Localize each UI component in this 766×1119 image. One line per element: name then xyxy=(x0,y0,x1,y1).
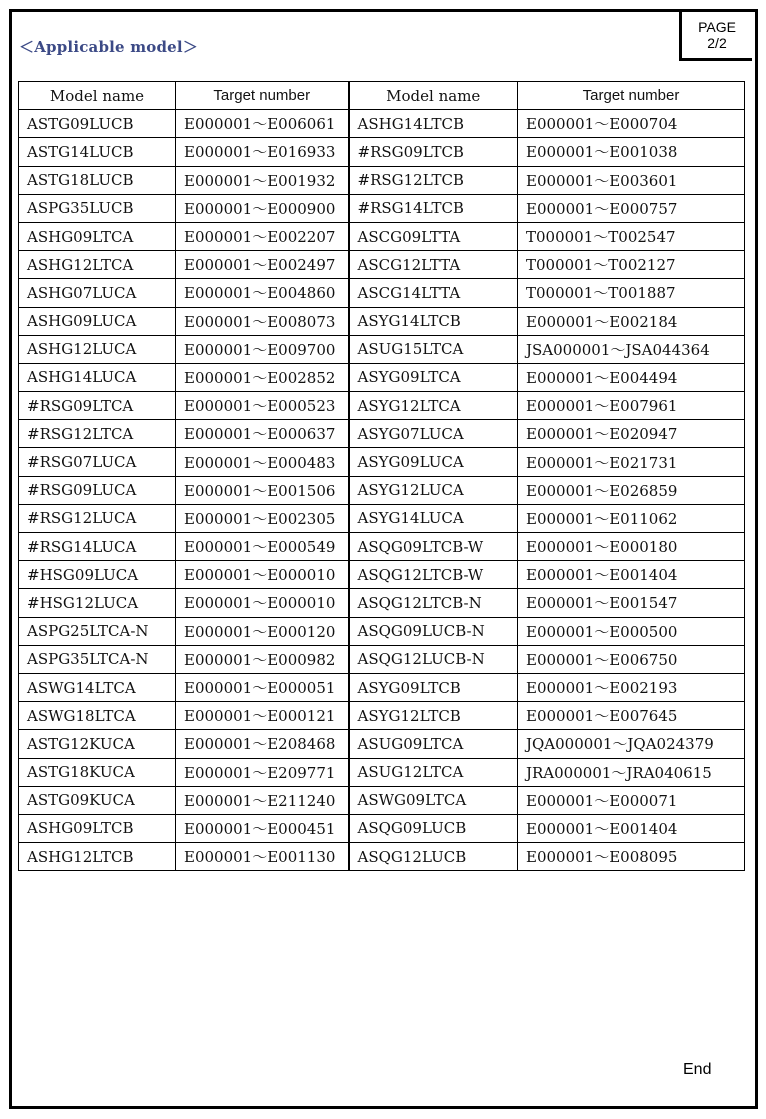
target-number-cell: E000001～E020947 xyxy=(518,420,745,448)
target-number-cell: E000001～E000121 xyxy=(176,702,349,730)
model-name-cell: ASHG14LTCB xyxy=(349,110,518,138)
table-row xyxy=(19,645,745,673)
target-number-cell: E000001～E209771 xyxy=(176,758,349,786)
model-name-cell: ASQG09LUCB xyxy=(349,814,518,842)
target-number-cell: E000001～E001932 xyxy=(176,166,349,194)
model-name-cell: ASQG12LTCB-N xyxy=(349,589,518,617)
target-number-cell: E000001～E000451 xyxy=(176,814,349,842)
model-name-cell: ASUG09LTCA xyxy=(349,730,518,758)
target-number-cell: E000001～E007961 xyxy=(518,392,745,420)
target-number-cell: E000001～E002207 xyxy=(176,222,349,250)
table-row xyxy=(19,758,745,786)
model-name-cell: ASCG14LTTA xyxy=(349,279,518,307)
table-row xyxy=(19,504,745,532)
model-name-cell: ASQG12LUCB-N xyxy=(349,645,518,673)
model-name-cell: ASHG09LTCA xyxy=(19,222,176,250)
target-number-cell: E000001～E008073 xyxy=(176,307,349,335)
applicable-model-table xyxy=(18,81,745,871)
model-name-cell: ASYG12LUCA xyxy=(349,476,518,504)
model-name-cell: ASYG09LTCA xyxy=(349,363,518,391)
page-number: 2/2 xyxy=(707,35,727,51)
model-name-cell: ASHG07LUCA xyxy=(19,279,176,307)
model-name-cell: ASPG35LTCA-N xyxy=(19,645,176,673)
target-number-cell: E000001～E000982 xyxy=(176,645,349,673)
target-number-cell: E000001～E000637 xyxy=(176,420,349,448)
page-label: PAGE xyxy=(698,19,736,35)
model-name-cell: ASYG09LUCA xyxy=(349,448,518,476)
model-name-cell: ASPG25LTCA-N xyxy=(19,617,176,645)
target-number-cell: E000001～E000523 xyxy=(176,392,349,420)
target-number-cell: E000001～E002852 xyxy=(176,363,349,391)
target-number-cell: E000001～E208468 xyxy=(176,730,349,758)
table-row xyxy=(19,730,745,758)
table-row xyxy=(19,335,745,363)
table-row xyxy=(19,392,745,420)
table-row xyxy=(19,476,745,504)
table-row xyxy=(19,279,745,307)
model-name-cell: ASYG14LTCB xyxy=(349,307,518,335)
target-number-cell: E000001～E006750 xyxy=(518,645,745,673)
target-number-cell: E000001～E000483 xyxy=(176,448,349,476)
target-number-cell: E000001～E000900 xyxy=(176,194,349,222)
table-row xyxy=(19,589,745,617)
target-number-cell: T000001～T002127 xyxy=(518,251,745,279)
target-number-cell: E000001～E011062 xyxy=(518,504,745,532)
model-name-cell: ASYG14LUCA xyxy=(349,504,518,532)
model-name-cell: ASHG12LTCA xyxy=(19,251,176,279)
target-number-cell: E000001～E001038 xyxy=(518,138,745,166)
table-row xyxy=(19,420,745,448)
target-number-cell: E000001～E000180 xyxy=(518,533,745,561)
model-name-cell: ASTG12KUCA xyxy=(19,730,176,758)
target-number-cell: E000001～E002497 xyxy=(176,251,349,279)
target-number-cell: E000001～E000757 xyxy=(518,194,745,222)
table-row xyxy=(19,448,745,476)
target-number-cell: E000001～E001130 xyxy=(176,843,349,871)
model-name-cell: ASUG12LTCA xyxy=(349,758,518,786)
model-name-cell: ASQG12LTCB-W xyxy=(349,561,518,589)
model-name-cell: ASCG09LTTA xyxy=(349,222,518,250)
model-name-cell: ASTG09KUCA xyxy=(19,786,176,814)
page-number-box xyxy=(679,9,752,61)
target-number-cell: E000001～E000071 xyxy=(518,786,745,814)
model-name-cell: ASYG12LTCA xyxy=(349,392,518,420)
table-row xyxy=(19,533,745,561)
table-row xyxy=(19,194,745,222)
target-number-cell: T000001～T002547 xyxy=(518,222,745,250)
model-name-cell: ASQG09LTCB-W xyxy=(349,533,518,561)
model-name-cell: #HSG12LUCA xyxy=(19,589,176,617)
target-number-cell: E000001～E000120 xyxy=(176,617,349,645)
model-name-cell: ASTG09LUCB xyxy=(19,110,176,138)
table-row xyxy=(19,251,745,279)
table-row xyxy=(19,307,745,335)
table-body xyxy=(19,110,745,871)
model-name-cell: ASYG07LUCA xyxy=(349,420,518,448)
model-name-cell: #HSG09LUCA xyxy=(19,561,176,589)
model-name-cell: ASUG15LTCA xyxy=(349,335,518,363)
target-number-cell: E000001～E000549 xyxy=(176,533,349,561)
model-name-cell: ASTG18KUCA xyxy=(19,758,176,786)
header-target-number-right: Target number xyxy=(518,82,745,110)
model-name-cell: ASPG35LUCB xyxy=(19,194,176,222)
model-name-cell: ASHG09LTCB xyxy=(19,814,176,842)
target-number-cell: E000001～E003601 xyxy=(518,166,745,194)
table-header-row xyxy=(19,82,745,110)
model-name-cell: ASTG18LUCB xyxy=(19,166,176,194)
model-name-cell: ASWG18LTCA xyxy=(19,702,176,730)
header-model-name-left: Model name xyxy=(19,82,176,110)
model-name-cell: #RSG12LTCA xyxy=(19,420,176,448)
target-number-cell: E000001～E001547 xyxy=(518,589,745,617)
model-name-cell: ASCG12LTTA xyxy=(349,251,518,279)
table-row xyxy=(19,363,745,391)
table-row xyxy=(19,702,745,730)
model-name-cell: ASYG12LTCB xyxy=(349,702,518,730)
target-number-cell: T000001～T001887 xyxy=(518,279,745,307)
target-number-cell: E000001～E007645 xyxy=(518,702,745,730)
target-number-cell: JRA000001～JRA040615 xyxy=(518,758,745,786)
target-number-cell: E000001～E016933 xyxy=(176,138,349,166)
header-model-name-right: Model name xyxy=(349,82,518,110)
header-target-number-left: Target number xyxy=(176,82,349,110)
target-number-cell: E000001～E004860 xyxy=(176,279,349,307)
model-name-cell: #RSG09LUCA xyxy=(19,476,176,504)
table-row xyxy=(19,786,745,814)
target-number-cell: E000001～E026859 xyxy=(518,476,745,504)
model-name-cell: ASHG14LUCA xyxy=(19,363,176,391)
target-number-cell: E000001～E002305 xyxy=(176,504,349,532)
model-name-cell: ASHG12LTCB xyxy=(19,843,176,871)
model-name-cell: ASWG09LTCA xyxy=(349,786,518,814)
model-name-cell: #RSG07LUCA xyxy=(19,448,176,476)
target-number-cell: JSA000001～JSA044364 xyxy=(518,335,745,363)
target-number-cell: E000001～E004494 xyxy=(518,363,745,391)
target-number-cell: E000001～E006061 xyxy=(176,110,349,138)
target-number-cell: E000001～E211240 xyxy=(176,786,349,814)
table-row xyxy=(19,110,745,138)
model-name-cell: ASQG12LUCB xyxy=(349,843,518,871)
target-number-cell: E000001～E001404 xyxy=(518,561,745,589)
table-row xyxy=(19,138,745,166)
target-number-cell: E000001～E000051 xyxy=(176,673,349,701)
target-number-cell: E000001～E008095 xyxy=(518,843,745,871)
model-name-cell: #RSG09LTCA xyxy=(19,392,176,420)
table-row xyxy=(19,617,745,645)
model-name-cell: #RSG12LUCA xyxy=(19,504,176,532)
target-number-cell: E000001～E000010 xyxy=(176,589,349,617)
target-number-cell: E000001～E000010 xyxy=(176,561,349,589)
target-number-cell: JQA000001～JQA024379 xyxy=(518,730,745,758)
target-number-cell: E000001～E000704 xyxy=(518,110,745,138)
end-label: End xyxy=(683,1061,712,1078)
target-number-cell: E000001～E001506 xyxy=(176,476,349,504)
model-name-cell: ASWG14LTCA xyxy=(19,673,176,701)
table-row xyxy=(19,843,745,871)
target-number-cell: E000001～E021731 xyxy=(518,448,745,476)
target-number-cell: E000001～E002184 xyxy=(518,307,745,335)
model-name-cell: ASQG09LUCB-N xyxy=(349,617,518,645)
table-row xyxy=(19,166,745,194)
model-name-cell: #RSG12LTCB xyxy=(349,166,518,194)
target-number-cell: E000001～E009700 xyxy=(176,335,349,363)
target-number-cell: E000001～E002193 xyxy=(518,673,745,701)
table-row xyxy=(19,561,745,589)
model-name-cell: ASHG09LUCA xyxy=(19,307,176,335)
target-number-cell: E000001～E001404 xyxy=(518,814,745,842)
model-name-cell: #RSG09LTCB xyxy=(349,138,518,166)
model-name-cell: ASYG09LTCB xyxy=(349,673,518,701)
target-number-cell: E000001～E000500 xyxy=(518,617,745,645)
table-row xyxy=(19,814,745,842)
model-name-cell: ASHG12LUCA xyxy=(19,335,176,363)
model-name-cell: ASTG14LUCB xyxy=(19,138,176,166)
section-title: ＜Applicable model＞ xyxy=(19,38,199,56)
model-name-cell: #RSG14LTCB xyxy=(349,194,518,222)
table-row xyxy=(19,222,745,250)
model-name-cell: #RSG14LUCA xyxy=(19,533,176,561)
table-row xyxy=(19,673,745,701)
